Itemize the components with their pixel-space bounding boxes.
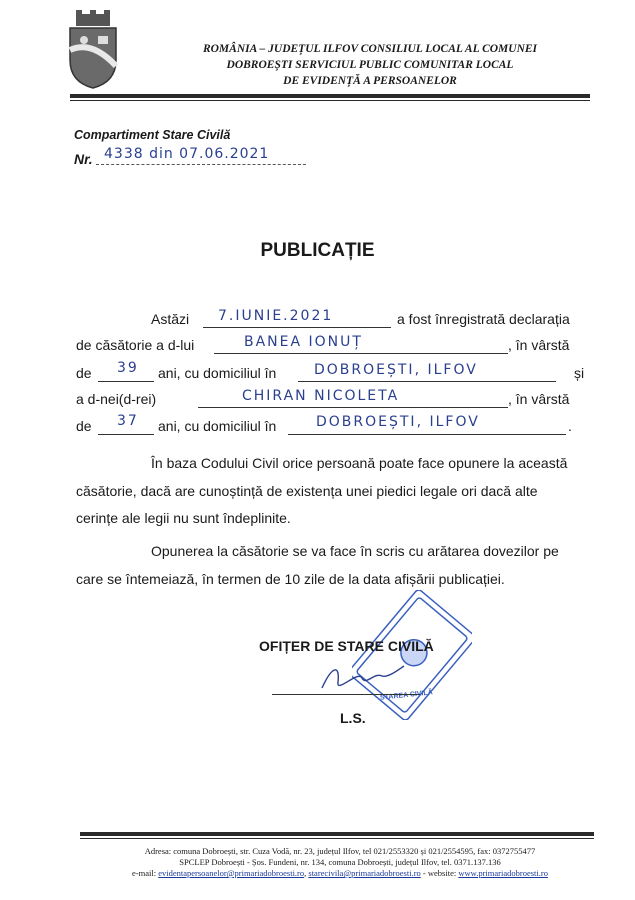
footer-contacts	[80, 868, 600, 879]
nr-label: Nr.	[74, 151, 93, 167]
age-suffix-1: , în vârstă	[508, 337, 570, 353]
domicile-label-1: ani, cu domiciliul în	[158, 365, 277, 381]
department-label: Compartiment Stare Civilă	[74, 128, 231, 142]
form-period: .	[568, 418, 572, 434]
bride-domicile: DOBROEȘTI, ILFOV	[316, 414, 480, 430]
bride-label: a d-nei(d-rei)	[76, 391, 157, 407]
paragraph-2-line-1: Opunerea la căsătorie se va face în scris cu arătarea dovezilor pe	[151, 543, 559, 559]
official-stamp-icon	[352, 590, 472, 720]
signature-line	[272, 694, 420, 695]
signature-icon	[318, 660, 408, 694]
footer-spclep: SPCLEP Dobroești - Șos. Fundeni, nr. 134, comuna Dobroești, județul Ilfov, tel. 0371.137.136	[179, 857, 501, 867]
footer-rule	[80, 832, 594, 836]
paragraph-1-line-2: căsătorie, dacă are cunoștință de existența unei piedici legale ori dacă alte	[76, 483, 538, 499]
footer-sep-1: ,	[304, 868, 307, 878]
groom-age: 39	[117, 360, 139, 376]
header-rule-thin	[70, 100, 590, 101]
de-label-1: de	[76, 365, 92, 381]
paragraph-1-line-3: cerințe ale legii nu sunt îndeplinite.	[76, 510, 291, 526]
footer-email-2-link[interactable]: starecivila@primariadobroesti.ro	[308, 868, 421, 878]
bride-name: CHIRAN NICOLETA	[242, 388, 400, 404]
groom-label: de căsătorie a d-lui	[76, 337, 195, 353]
ls-label: L.S.	[340, 710, 366, 726]
footer-website-link[interactable]: www.primariadobroesti.ro	[458, 868, 548, 878]
paragraph-1-line-1: În baza Codului Civil orice persoană poate face opunere la această	[151, 455, 568, 471]
registered-text: a fost înregistrată declarația	[397, 311, 570, 327]
footer-website-label: website:	[427, 868, 457, 878]
footer-sep-2: -	[422, 868, 426, 878]
footer-email-1-link[interactable]: evidentapersoanelor@primariadobroesti.ro	[158, 868, 305, 878]
footer-email-label: e-mail:	[132, 868, 157, 878]
date-value: 7.IUNIE.2021	[218, 308, 334, 324]
officer-title: OFIȚER DE STARE CIVILĂ	[259, 638, 434, 654]
paragraph-2-line-2: care se întemeiază, în termen de 10 zile de la data afișării publicației.	[76, 571, 505, 587]
si-label: și	[574, 365, 585, 381]
coat-of-arms-icon	[62, 10, 124, 90]
age-suffix-2: , în vârstă	[508, 391, 570, 407]
header-line-2: DOBROEȘTI SERVICIUL PUBLIC COMUNITAR LOCAL	[226, 59, 514, 71]
groom-name: BANEA IONUȚ	[244, 334, 363, 350]
nr-value: 4338 din 07.06.2021	[104, 146, 270, 162]
astazi-label: Astăzi	[151, 311, 190, 327]
page-title: PUBLICAȚIE	[260, 240, 375, 261]
domicile-label-2: ani, cu domiciliul în	[158, 418, 277, 434]
nr-underline	[96, 164, 306, 165]
footer-address: Adresa: comuna Dobroești, str. Cuza Vodă, nr. 23, județul Ilfov, tel 021/2553320 și 021/2554595, fax: 0372755477	[144, 846, 536, 856]
bride-age: 37	[117, 413, 139, 429]
header-rule	[70, 94, 590, 98]
header-line-1: ROMÂNIA – JUDEȚUL ILFOV CONSILIUL LOCAL AL COMUNEI	[202, 43, 538, 55]
header-line-3: DE EVIDENȚĂ A PERSOANELOR	[283, 75, 457, 87]
groom-domicile: DOBROEȘTI, ILFOV	[314, 362, 478, 378]
stamp-text: STAREA CIVILĂ	[379, 689, 434, 702]
de-label-2: de	[76, 418, 92, 434]
footer-rule-thin	[80, 838, 594, 839]
